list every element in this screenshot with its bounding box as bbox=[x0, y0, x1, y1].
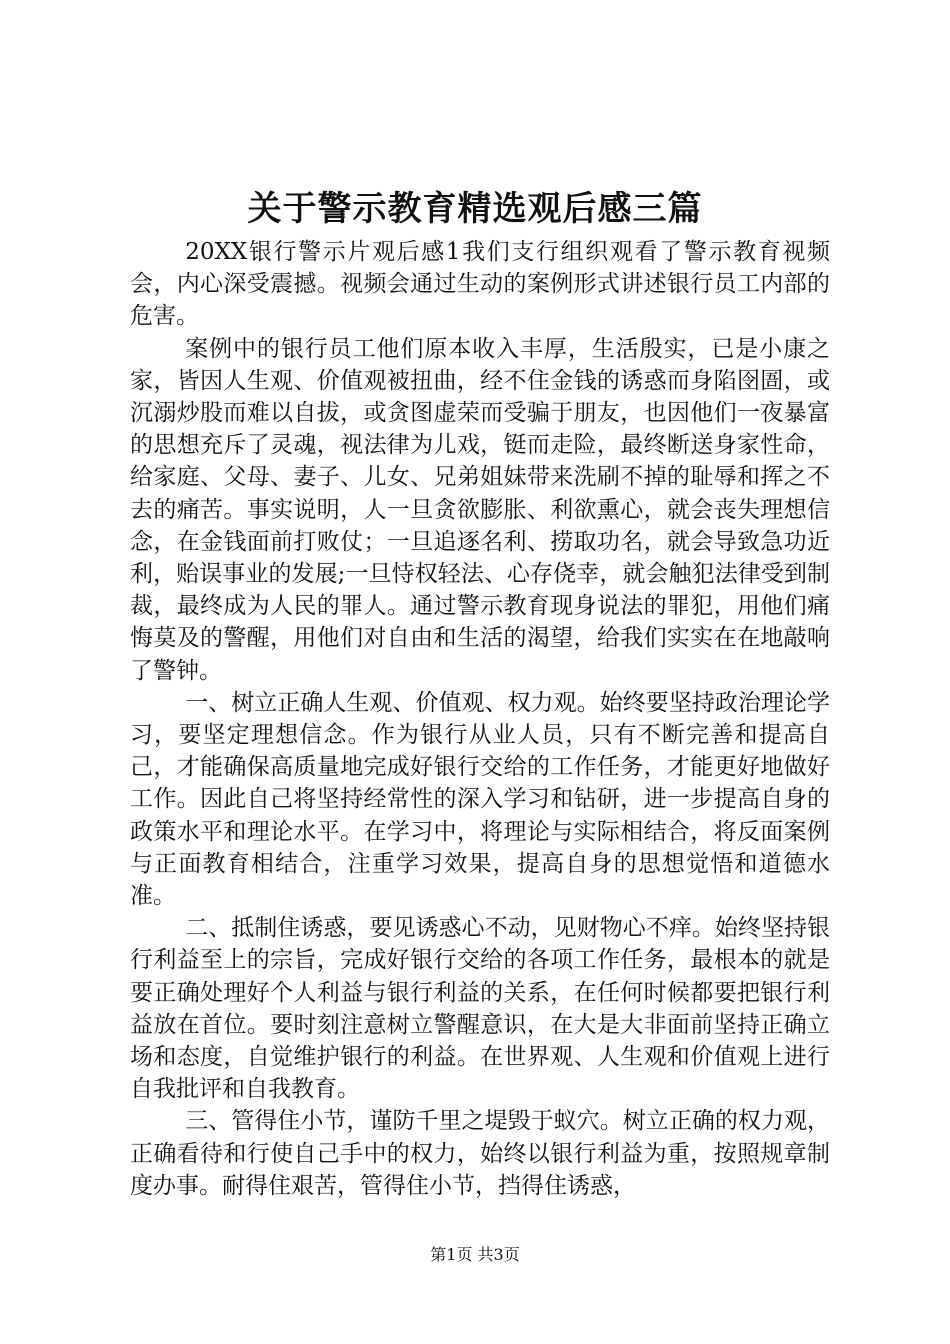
document-title: 关于警示教育精选观后感三篇 bbox=[247, 189, 703, 229]
paragraph-2: 案例中的银行员工他们原本收入丰厚，生活殷实，已是小康之家，皆因人生观、价值观被扭曲，经不住金钱的诱惑而身陷囹圄，或沉溺炒股而难以自拔，或贪图虚荣而受骗于朋友，也因他们一夜暴富的思想充斥了灵魂，视法律为儿戏，铤而走险，最终断送身家性命，给家庭、父母、妻子、儿女、兄弟姐妹带来洗刷不掉的耻辱和挥之不去的痛苦。事实说明，人一旦贪欲膨胀、利欲熏心，就会丧失理想信念，在金钱面前打败仗；一旦追逐名利、捞取功名，就会导致急功近利，贻误事业的发展;一旦恃权轻法、心存侥幸，就会触犯法律受到制裁，最终成为人民的罪人。通过警示教育现身说法的罪犯，用他们痛悔莫及的警醒，用他们对自由和生活的渴望，给我们实实在在地敲响了警钟。 bbox=[130, 335, 830, 684]
paragraph-4: 二、抵制住诱惑，要见诱惑心不动，见财物心不痒。始终坚持银行利益至上的宗旨，完成好银行交给的各项工作任务，最根本的就是要正确处理好个人利益与银行利益的关系，在任何时候都要把银行利益放在首位。要时刻注意树立警醒意识，在大是大非面前坚持正确立场和态度，自觉维护银行的利益。在世界观、人生观和价值观上进行自我批评和自我教育。 bbox=[130, 915, 830, 1103]
paragraph-5: 三、管得住小节，谨防千里之堤毁于蚁穴。树立正确的权力观，正确看待和行使自己手中的权力，始终以银行利益为重，按照规章制度办事。耐得住艰苦，管得住小节，挡得住诱惑， bbox=[130, 1108, 830, 1199]
paragraph-1: 20XX银行警示片观后感1我们支行组织观看了警示教育视频会，内心深受震撼。视频会通过生动的案例形式讲述银行员工内部的危害。 bbox=[130, 239, 830, 330]
paragraph-3: 一、树立正确人生观、价值观、权力观。始终要坚持政治理论学习，要坚定理想信念。作为银行从业人员，只有不断完善和提高自己，才能确保高质量地完成好银行交给的工作任务，才能更好地做好工作。因此自己将坚持经常性的深入学习和钻研，进一步提高自身的政策水平和理论水平。在学习中，将理论与实际相结合，将反面案例与正面教育相结合，注重学习效果，提高自身的思想觉悟和道德水准。 bbox=[130, 689, 830, 910]
document-body bbox=[130, 236, 830, 1202]
page-footer: 第1页 共3页 bbox=[430, 1245, 520, 1264]
